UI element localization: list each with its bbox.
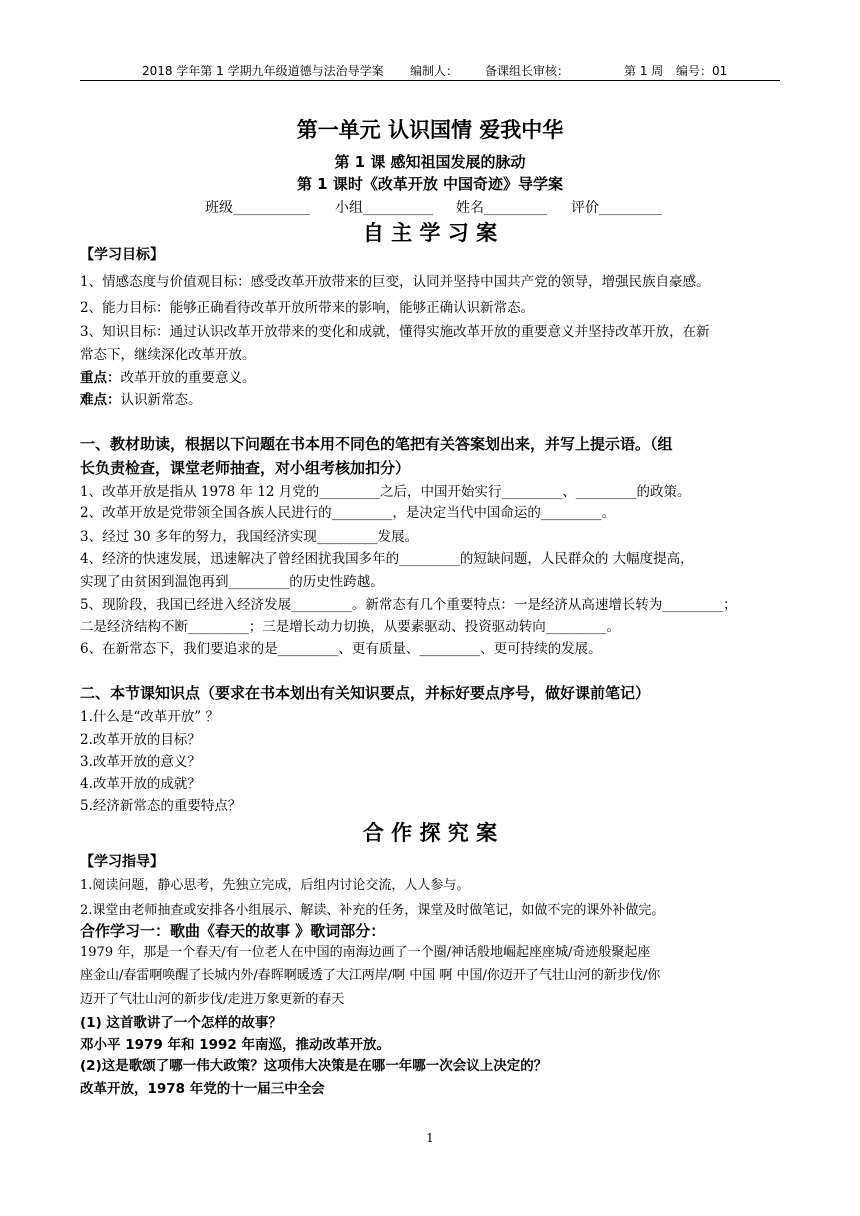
fill-blank-line: 5、现阶段，我国已经进入经济发展_________。新常态有几个重要特点：一是经济从高速增长转为_________； <box>80 597 737 613</box>
name-field: 姓名_________ <box>456 200 547 216</box>
key-label: 重点： <box>80 370 121 386</box>
header-title: 2018 学年第 1 学期九年级道德与法治导学案 <box>142 64 384 78</box>
difficult-text: 认识新常态。 <box>120 392 202 408</box>
lyrics-line: 1979 年，那是一个春天/有一位老人在中国的南海边画了一个圈/神话般地崛起座座城/奇迹般聚起座 <box>80 945 651 960</box>
fill-blank-line: 6、在新常态下，我们要追求的是_________、更有质量、_________、更可持续的发展。 <box>80 641 602 657</box>
knowledge-item: 5.经济新常态的重要特点？ <box>80 798 242 814</box>
lyrics-line: 座金山/春雷啊唤醒了长城内外/春晖啊暖透了大江两岸/啊 中国 啊 中国/你迈开了气壮山河的新步伐/你 <box>80 968 661 983</box>
answer-1: 邓小平 1979 年和 1992 年南巡，推动改革开放。 <box>80 1037 390 1053</box>
part2-heading: 二、本节课知识点（要求在书本划出有关知识要点，并标好要点序号，做好课前笔记） <box>80 684 651 702</box>
page-number: 1 <box>426 1131 434 1145</box>
header-code: 编号：01 <box>676 64 728 78</box>
question-2: (2)这是歌颂了哪一伟大政策？这项伟大决策是在哪一年哪一次会议上决定的？ <box>80 1058 548 1074</box>
eval-field: 评价_________ <box>571 200 662 216</box>
knowledge-item: 1.什么是“改革开放” ？ <box>80 709 219 725</box>
part1-heading-cont: 长负责检查，课堂老师抽查，对小组考核加扣分） <box>80 459 411 477</box>
self-study-title: 自 主 学 习 案 <box>362 221 498 245</box>
unit-title: 第一单元 认识国情 爱我中华 <box>296 118 564 142</box>
header-reviewer: 备课组长审核： <box>485 64 570 78</box>
period-title: 第 1 课时《改革开放 中国奇迹》导学案 <box>296 175 564 193</box>
knowledge-item: 4.改革开放的成就？ <box>80 776 201 792</box>
key-text: 改革开放的重要意义。 <box>120 370 256 386</box>
header-author: 编制人： <box>410 64 459 78</box>
objectives-heading: 【学习目标】 <box>80 247 164 263</box>
knowledge-item: 2.改革开放的目标？ <box>80 732 201 748</box>
lyrics-line: 迈开了气壮山河的新步伐/走进万象更新的春天 <box>80 992 345 1007</box>
objective-item: 常态下，继续深化改革开放。 <box>80 347 256 363</box>
answer-2: 改革开放，1978 年党的十一届三中全会 <box>80 1081 325 1097</box>
guide-item: 2.课堂由老师抽查或安排各小组展示、解读、补充的任务，课堂及时做笔记，如做不完的课外补做完。 <box>80 903 665 918</box>
objective-item: 2、能力目标：能够正确看待改革开放所带来的影响，能够正确认识新常态。 <box>80 300 535 316</box>
page-header <box>80 62 780 81</box>
fill-blank-line: 二是经济结构不断_________；三是增长动力切换，从要素驱动、投资驱动转向_________。 <box>80 619 620 635</box>
fill-blank-line: 4、经济的快速发展，迅速解决了曾经困扰我国多年的_________的短缺问题，人民群众的 大幅度提高， <box>80 551 694 567</box>
knowledge-item: 3.改革开放的意义？ <box>80 754 201 770</box>
key-point <box>80 368 792 388</box>
part1-heading: 一、教材助读，根据以下问题在书本用不同色的笔把有关答案划出来，并写上提示语。（组 <box>80 435 673 453</box>
lesson-title: 第 1 课 感知祖国发展的脉动 <box>334 153 526 171</box>
fill-blank-line: 1、改革开放是指从 1978 年 12 月党的_________之后，中国开始实行_________、_________的政策。 <box>80 484 691 500</box>
objective-item: 3、知识目标：通过认识改革开放带来的变化和成就，懂得实施改革开放的重要意义并坚持改革开放，在新 <box>80 324 710 340</box>
fill-blank-line: 2、改革开放是党带领全国各族人民进行的_________，是决定当代中国命运的_________。 <box>80 505 616 521</box>
question-1: (1) 这首歌讲了一个怎样的故事？ <box>80 1015 282 1031</box>
guide-item: 1.阅读问题，静心思考，先独立完成，后组内讨论交流，人人参与。 <box>80 878 470 893</box>
fill-blank-line: 3、经过 30 多年的努力，我国经济实现_________发展。 <box>80 529 419 545</box>
difficult-label: 难点： <box>80 392 121 408</box>
header-week: 第 1 周 <box>624 64 664 78</box>
coop-title: 合 作 探 究 案 <box>362 821 498 845</box>
guide-heading: 【学习指导】 <box>80 854 164 870</box>
objective-item: 1、情感态度与价值观目标：感受改革开放带来的巨变，认同并坚持中国共产党的领导，增强民族自豪感。 <box>80 274 710 290</box>
class-field: 班级___________ <box>205 200 310 216</box>
coop1-heading: 合作学习一：歌曲《春天的故事 》歌词部分： <box>80 922 386 940</box>
fill-blank-line: 实现了由贫困到温饱再到_________的历史性跨越。 <box>80 574 384 590</box>
group-field: 小组__________ <box>335 200 433 216</box>
difficult-point <box>80 390 792 410</box>
